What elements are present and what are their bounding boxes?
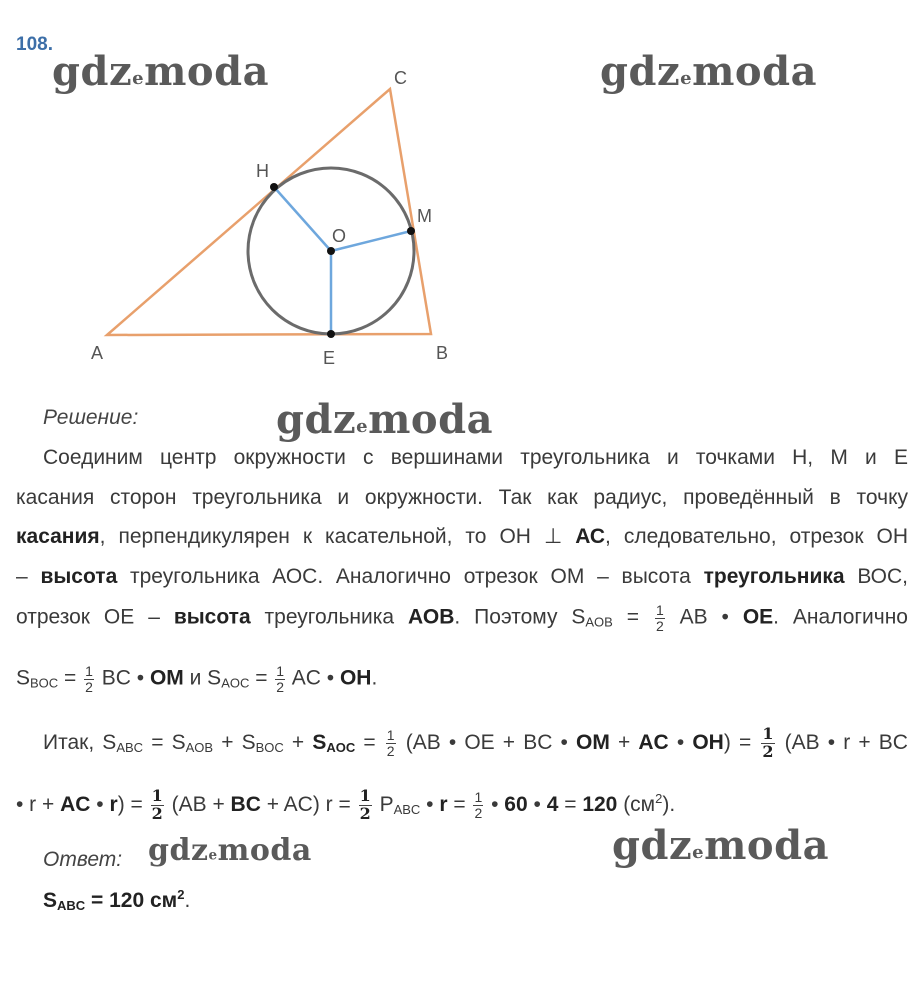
solution-line-5: отрезок ОЕ – высота треугольника АОВ. Поэтому $S_{AOB}$ = $\frac{1}{2}$ AB • OE. Аналогично [16, 602, 908, 634]
triangle-abc [107, 89, 431, 335]
point-o [327, 247, 335, 255]
label-c: C [394, 68, 407, 88]
solution-line-3: касания, перпендикулярен к касательной, то ОН ⊥ АС, следовательно, отрезок ОН [16, 525, 908, 548]
answer-heading: Ответ: [43, 848, 123, 871]
solution-line-6: $S_{BOC}$ = $\frac{1}{2}$ BC • OM и $S_{AOC}$ = $\frac{1}{2}$ AC • OH. [16, 663, 378, 695]
label-h: H [256, 161, 269, 181]
watermark-logo: gdzemoda [612, 822, 829, 869]
watermark-logo: gdzemoda [148, 833, 312, 868]
solution-heading: Решение: [43, 406, 139, 429]
problem-number: 108. [16, 34, 53, 55]
radius-oh [274, 187, 331, 251]
solution-line-1: Соединим центр окружности с вершинами треугольника и точками H, M и E [43, 446, 908, 469]
point-e [327, 330, 335, 338]
label-b: B [436, 343, 449, 363]
geometry-figure [0, 0, 919, 400]
label-o: O [332, 226, 347, 246]
watermark-logo: gdzemoda [276, 396, 493, 443]
label-m: M [417, 206, 432, 226]
label-e: E [323, 348, 336, 368]
watermark-text-right: moda [144, 48, 269, 95]
watermark-text-mid: e [132, 68, 145, 90]
watermark-logo: gdzemoda [600, 48, 817, 95]
solution-line-7: Итак, $S_{ABC} = S_{AOB} + S_{BOC} + S_{AOC}$ = $\frac{1}{2}$ (AB • OE + BC • OM + AC • OH) = $\frac{1}{2}$ (AB • r + BC [43, 724, 908, 761]
solution-line-8: • r + AC • r) = $\frac{1}{2}$ (AB + BC + AC) r = $\frac{1}{2}$ $P_{ABC}$ • r = $\frac{1}{2}$ • 60 • 4 = 120 $(см^2)$. [16, 786, 676, 823]
solution-line-4: – высота треугольника АОС. Аналогично отрезок ОМ – высота треугольника ВОС, [16, 565, 909, 588]
answer-value: $S_{ABC} = 120$ $см^2$. [43, 887, 191, 913]
label-a: A [91, 343, 104, 363]
point-m [407, 227, 415, 235]
solution-line-2: касания сторон треугольника и окружности. Так как радиус, проведённый в точку [16, 486, 908, 509]
point-h [270, 183, 278, 191]
watermark-text-left: gdz [52, 48, 133, 95]
